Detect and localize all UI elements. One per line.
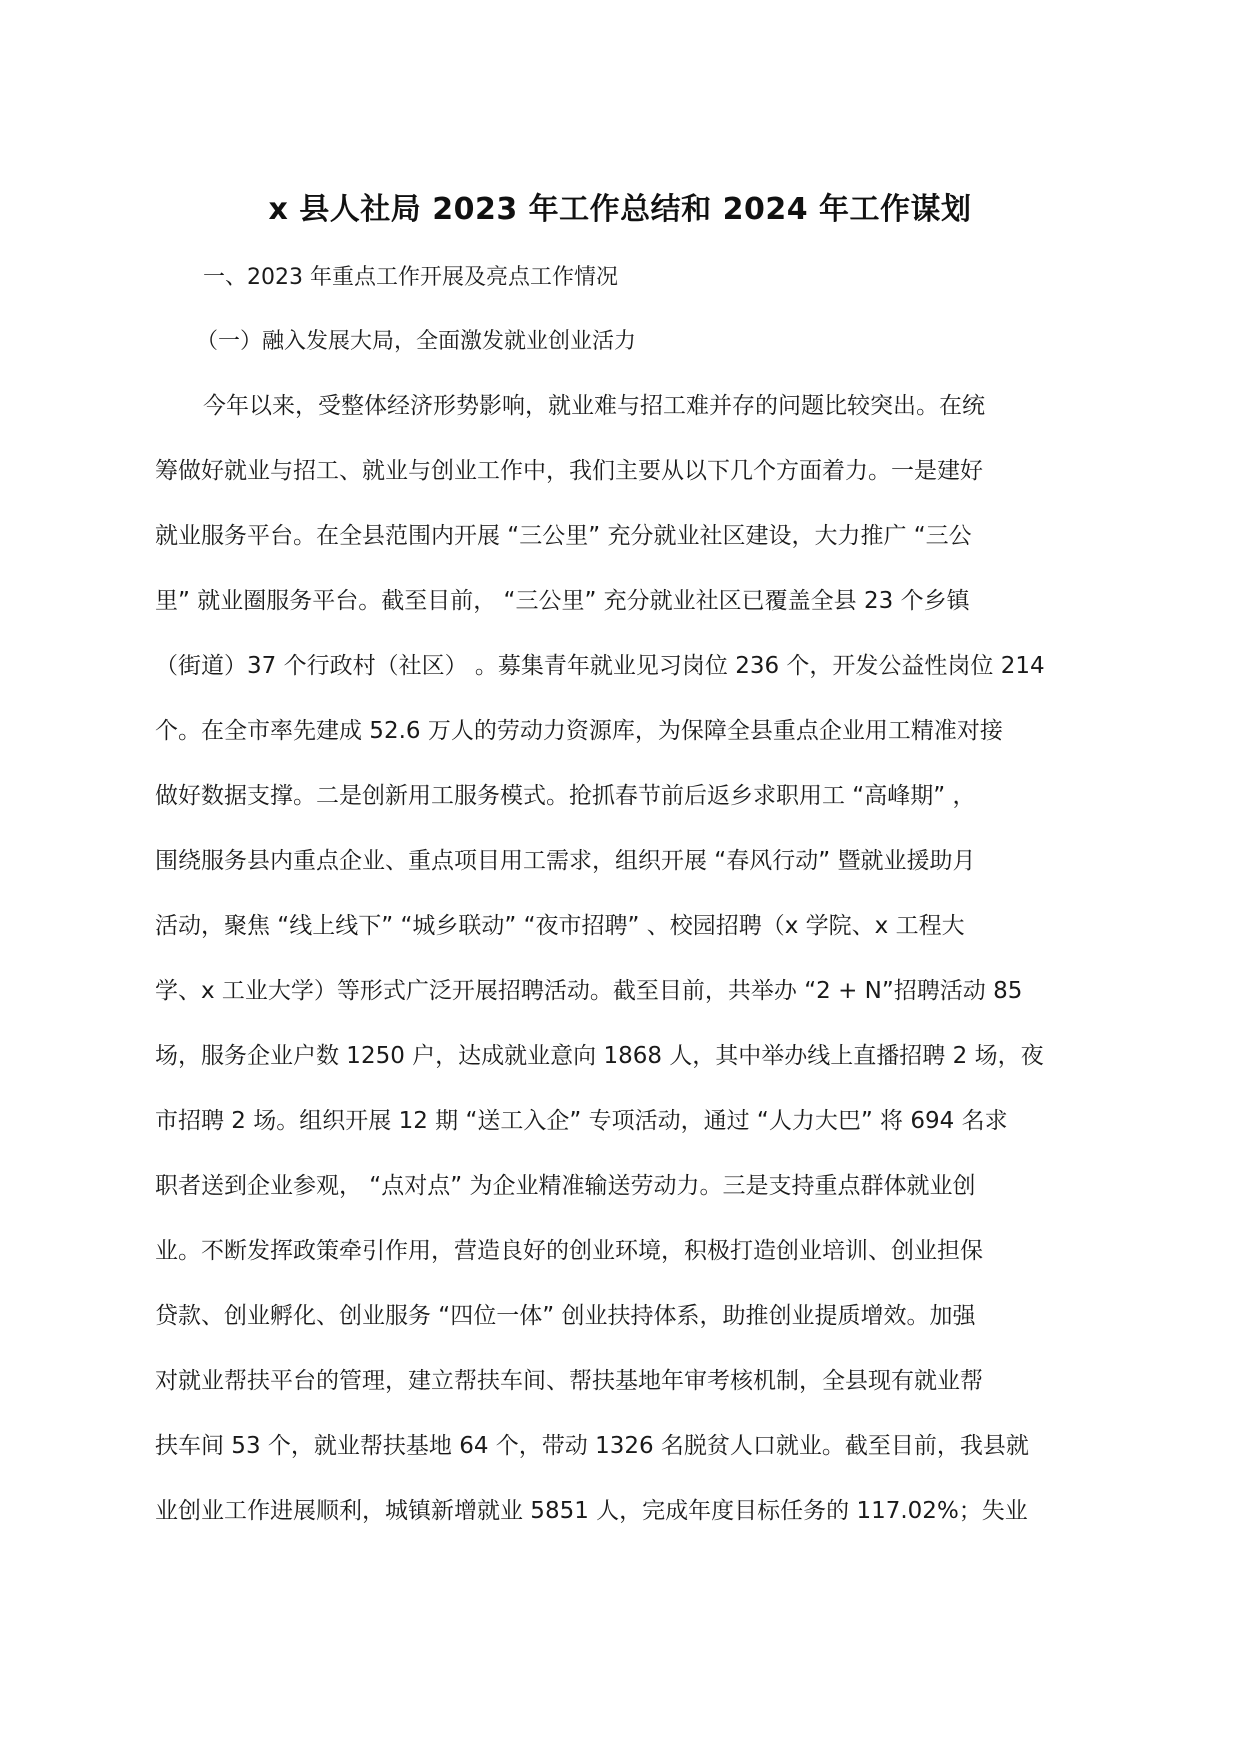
paragraph-line: 业。不断发挥政策牵引作用，营造良好的创业环境，积极打造创业培训、创业担保	[155, 1238, 983, 1264]
paragraph-line: （街道）37 个行政村（社区） 。募集青年就业见习岗位 236 个，开发公益性岗位 214	[155, 653, 1045, 679]
paragraph-line: 个。在全市率先建成 52.6 万人的劳动力资源库，为保障全县重点企业用工精准对接	[155, 718, 1003, 744]
paragraph-line: 做好数据支撑。二是创新用工服务模式。抢抓春节前后返乡求职用工 “高峰期” ，	[155, 783, 976, 809]
paragraph-line: 市招聘 2 场。组织开展 12 期 “送工入企” 专项活动，通过 “人力大巴” 将 694 名求	[155, 1108, 1008, 1134]
body-paragraph	[155, 390, 1085, 1560]
paragraph-line: 围绕服务县内重点企业、重点项目用工需求，组织开展 “春风行动” 暨就业援助月	[155, 848, 976, 874]
paragraph-line: 活动，聚焦 “线上线下” “城乡联动” “夜市招聘” 、校园招聘（x 学院、x 工程大	[155, 913, 965, 939]
paragraph-line: 场，服务企业户数 1250 户，达成就业意向 1868 人，其中举办线上直播招聘 2 场，夜	[155, 1043, 1044, 1069]
paragraph-line: 业创业工作进展顺利，城镇新增就业 5851 人，完成年度目标任务的 117.02%；失业	[155, 1498, 1028, 1524]
paragraph-line: 里” 就业圈服务平台。截至目前， “三公里” 充分就业社区已覆盖全县 23 个乡镇	[155, 588, 970, 614]
paragraph-line: 就业服务平台。在全县范围内开展 “三公里” 充分就业社区建设，大力推广 “三公	[155, 523, 972, 549]
section-heading: 一、2023 年重点工作开展及亮点工作情况	[203, 265, 618, 290]
paragraph-line: 对就业帮扶平台的管理，建立帮扶车间、帮扶基地年审考核机制，全县现有就业帮	[155, 1368, 983, 1394]
paragraph-line: 学、x 工业大学）等形式广泛开展招聘活动。截至目前，共举办 “2 + N”招聘活动 85	[155, 978, 1023, 1004]
paragraph-line: 职者送到企业参观， “点对点” 为企业精准输送劳动力。三是支持重点群体就业创	[155, 1173, 976, 1199]
paragraph-line: 扶车间 53 个，就业帮扶基地 64 个，带动 1326 名脱贫人口就业。截至目前，我县就	[155, 1433, 1029, 1459]
paragraph-line: 今年以来，受整体经济形势影响，就业难与招工难并存的问题比较突出。在统	[203, 393, 985, 419]
subsection-heading: （一）融入发展大局，全面激发就业创业活力	[196, 329, 637, 354]
paragraph-line: 筹做好就业与招工、就业与创业工作中，我们主要从以下几个方面着力。一是建好	[155, 458, 983, 484]
paragraph-line: 贷款、创业孵化、创业服务 “四位一体” 创业扶持体系，助推创业提质增效。加强	[155, 1303, 976, 1329]
document-title: x 县人社局 2023 年工作总结和 2024 年工作谋划	[268, 192, 972, 227]
